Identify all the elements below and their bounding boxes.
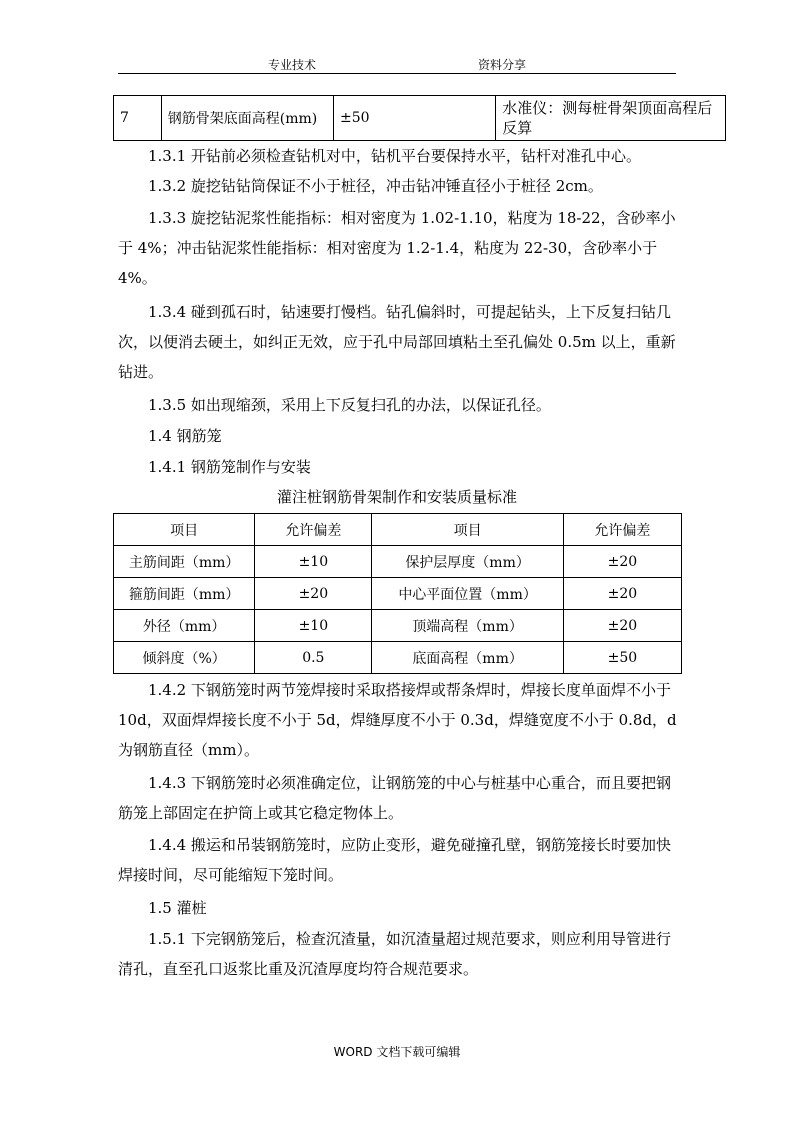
paragraph-1-4-2: 1.4.2 下钢筋笼时两节笼焊接时采取搭接焊或帮条焊时，焊接长度单面焊不小于 10d，双面焊焊接长度不小于 5d，焊缝厚度不小于 0.3d，焊缝宽度不小于 0.8d，d 为钢筋直径（mm）。: [118, 681, 677, 759]
table-row: [114, 642, 682, 674]
table-cell: ±20: [563, 546, 681, 578]
table-cell: 底面高程（mm）: [372, 642, 563, 674]
table-cell: 保护层厚度（mm）: [372, 546, 563, 578]
header-right: 资料分享: [478, 58, 527, 72]
top-table: [113, 95, 726, 141]
table-cell: ±20: [563, 610, 681, 642]
header-cell: 允许偏差: [255, 514, 372, 546]
table-cell: 0.5: [255, 642, 372, 674]
table-cell: 倾斜度（%）: [114, 642, 255, 674]
table-cell: ±20: [563, 578, 681, 610]
header-rule: [118, 73, 676, 74]
table-cell: ±10: [255, 546, 372, 578]
table-row: [114, 96, 726, 141]
table-cell: 顶端高程（mm）: [372, 610, 563, 642]
paragraph-1-3-5: 1.3.5 如出现缩颈，采用上下反复扫孔的办法，以保证孔径。: [148, 396, 551, 414]
paragraph-1-4-4: 1.4.4 搬运和吊装钢筋笼时，应防止变形，避免碰撞孔壁，钢筋笼接长时要加快焊接时间，尽可能缩短下笼时间。: [118, 836, 671, 884]
section-heading-1-4-1: 1.4.1 钢筋笼制作与安装: [148, 458, 311, 476]
table-header-row: [114, 514, 682, 546]
table-cell: 外径（mm）: [114, 610, 255, 642]
paragraph-1-3-1: 1.3.1 开钻前必须检查钻机对中，钻机平台要保持水平，钻杆对准孔中心。: [148, 147, 641, 165]
paragraph-1-4-3: 1.4.3 下钢筋笼时必须准确定位，让钢筋笼的中心与桩基中心重合，而且要把钢筋笼上部固定在护筒上或其它稳定物体上。: [118, 774, 671, 822]
page-footer: WORD 文档下载可编辑: [333, 1045, 461, 1059]
table-caption: 灌注桩钢筋骨架制作和安装质量标准: [276, 488, 517, 506]
paragraph-1-3-2: 1.3.2 旋挖钻钻筒保证不小于桩径，冲击钻冲锤直径小于桩径 2cm。: [148, 177, 603, 195]
paragraph-1-5-1: 1.5.1 下完钢筋笼后，检查沉渣量，如沉渣量超过规范要求，则应利用导管进行清孔，直至孔口返浆比重及沉渣厚度均符合规范要求。: [118, 930, 671, 978]
row-number: 7: [114, 96, 162, 141]
table-row: [114, 578, 682, 610]
header-left: 专业技术: [268, 58, 317, 72]
method-cell: 水准仪：测每桩骨架顶面高程后反算: [496, 96, 726, 141]
table-cell: ±50: [563, 642, 681, 674]
section-heading-1-5: 1.5 灌桩: [148, 899, 207, 917]
tolerance-cell: ±50: [333, 96, 495, 141]
table-cell: ±20: [255, 578, 372, 610]
paragraph-1-3-3: 1.3.3 旋挖钻泥浆性能指标：相对密度为 1.02-1.10，粘度为 18-22，含砂率小于 4%；冲击钻泥浆性能指标：相对密度为 1.2-1.4，粘度为 22-30，含砂率小于 4%。: [118, 209, 676, 287]
quality-table: [113, 513, 682, 674]
table-cell: ±10: [255, 610, 372, 642]
header-cell: 允许偏差: [563, 514, 681, 546]
table-cell: 箍筋间距（mm）: [114, 578, 255, 610]
table-cell: 主筋间距（mm）: [114, 546, 255, 578]
table-row: [114, 546, 682, 578]
header-cell: 项目: [372, 514, 563, 546]
table-row: [114, 610, 682, 642]
header-cell: 项目: [114, 514, 255, 546]
paragraph-1-3-4: 1.3.4 碰到孤石时，钻速要打慢档。钻孔偏斜时，可提起钻头，上下反复扫钻几次，以便消去硬土，如纠正无效，应于孔中局部回填粘土至孔偏处 0.5m 以上，重新钻进。: [118, 303, 676, 381]
table-cell: 中心平面位置（mm）: [372, 578, 563, 610]
item-cell: 钢筋骨架底面高程(mm): [161, 96, 333, 141]
section-heading-1-4: 1.4 钢筋笼: [148, 427, 222, 445]
